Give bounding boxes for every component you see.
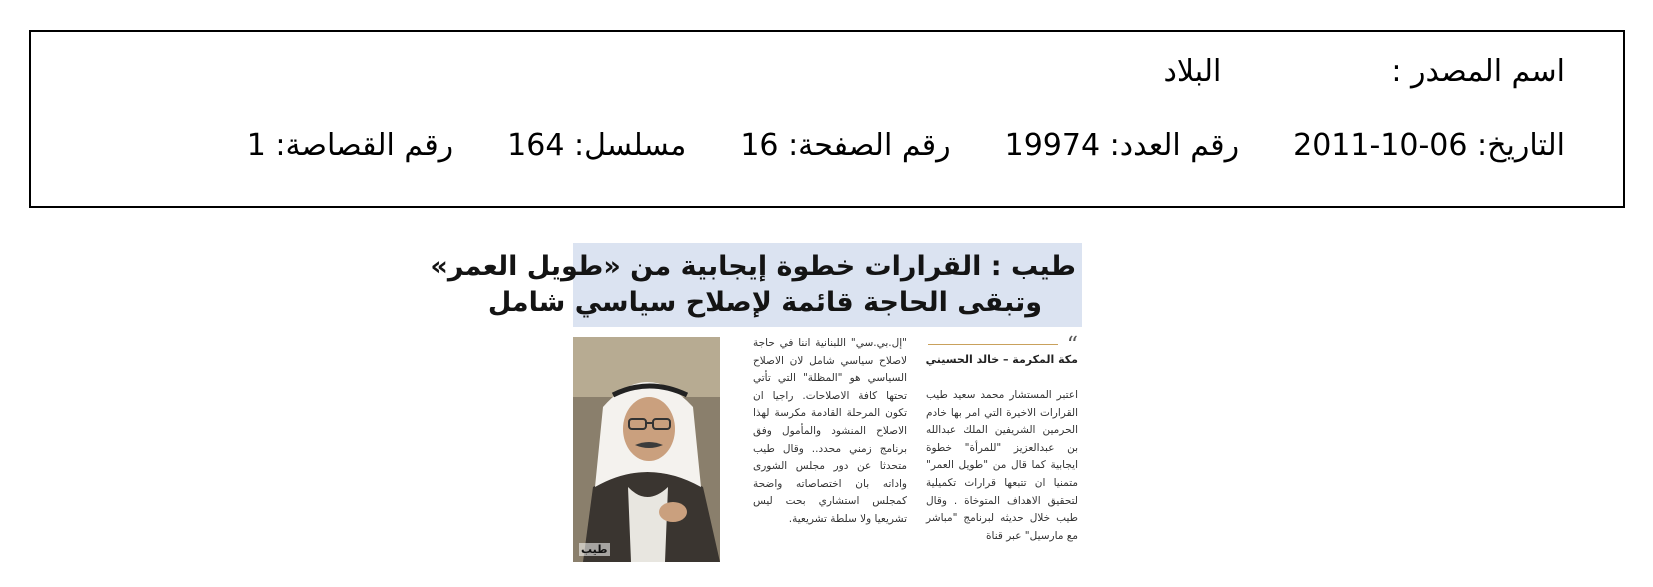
page-label: رقم الصفحة:: [788, 128, 951, 163]
clip-value: 1: [246, 128, 266, 163]
serial-field: [507, 128, 686, 163]
clip-field: [247, 128, 453, 163]
metadata-box: [29, 30, 1625, 208]
article-column-2: [753, 335, 907, 563]
source-value: البلاد: [1163, 54, 1222, 89]
newspaper-clipping: [430, 243, 1082, 565]
issue-label: رقم العدد:: [1109, 128, 1240, 163]
byline: مكة المكرمة – خالد الحسيني: [925, 353, 1078, 366]
headline-band: [430, 243, 1082, 327]
byline-rule: [928, 344, 1058, 345]
details-row: [247, 128, 1565, 163]
source-row: [1164, 54, 1565, 89]
serial-label: مسلسل:: [573, 128, 687, 163]
issue-value: 19974: [1004, 128, 1101, 163]
serial-value: 164: [507, 128, 565, 163]
issue-field: [1005, 128, 1239, 163]
page-field: [740, 128, 950, 163]
column-1-text: اعتبر المستشار محمد سعيد طيب القرارات الاخيرة التي امر بها خادم الحرمين الشريفين الملك عبدالله بن عبدالعزيز "للمرأة" خطوة ايجابية كما قال من "طويل العمر" متمنيا ان تتبعها قرارات تكميلية لتحقيق الاهداف المتوخاة . وقال طيب خلال حديثه لبرنامج "مباشر مع مارسيل" عبر قناة: [926, 389, 1078, 542]
date-label: التاريخ:: [1477, 128, 1565, 163]
article-column-1: [922, 335, 1082, 563]
portrait-photo: [573, 337, 720, 562]
source-field: [1164, 54, 1565, 89]
date-field: [1293, 128, 1565, 163]
portrait-illustration: [573, 337, 720, 562]
page-value: 16: [740, 128, 779, 163]
date-value: 2011-10-06: [1293, 128, 1468, 163]
quote-mark-icon: “: [1066, 335, 1078, 358]
clip-label: رقم القصاصة:: [275, 128, 454, 163]
column-2-text: "إل.بي.سي" اللبنانية اننا في حاجة لاصلاح سياسي شامل لان الاصلاح السياسي هو "المظلة" التي تأتي تحتها كافة الاصلاحات. راجيا ان تكون المرحلة القادمة مكرسة لهذا الاصلاح المنشود والمأمول وفق برنامج زمني محدد.. وقال طيب متحدثا عن دور مجلس الشورى واداته بان اختصاصاته واضحة كمجلس استشاري بحت ليس تشريعيا ولا سلطة تشريعية.: [753, 337, 907, 525]
headline-line-2: وتبقى الحاجة قائمة لإصلاح سياسي شامل: [487, 287, 1042, 318]
headline-line-1: طيب : القرارات خطوة إيجابية من «طويل العمر»: [430, 251, 1076, 282]
photo-caption: طيب: [581, 543, 608, 556]
source-label: اسم المصدر :: [1391, 54, 1565, 89]
